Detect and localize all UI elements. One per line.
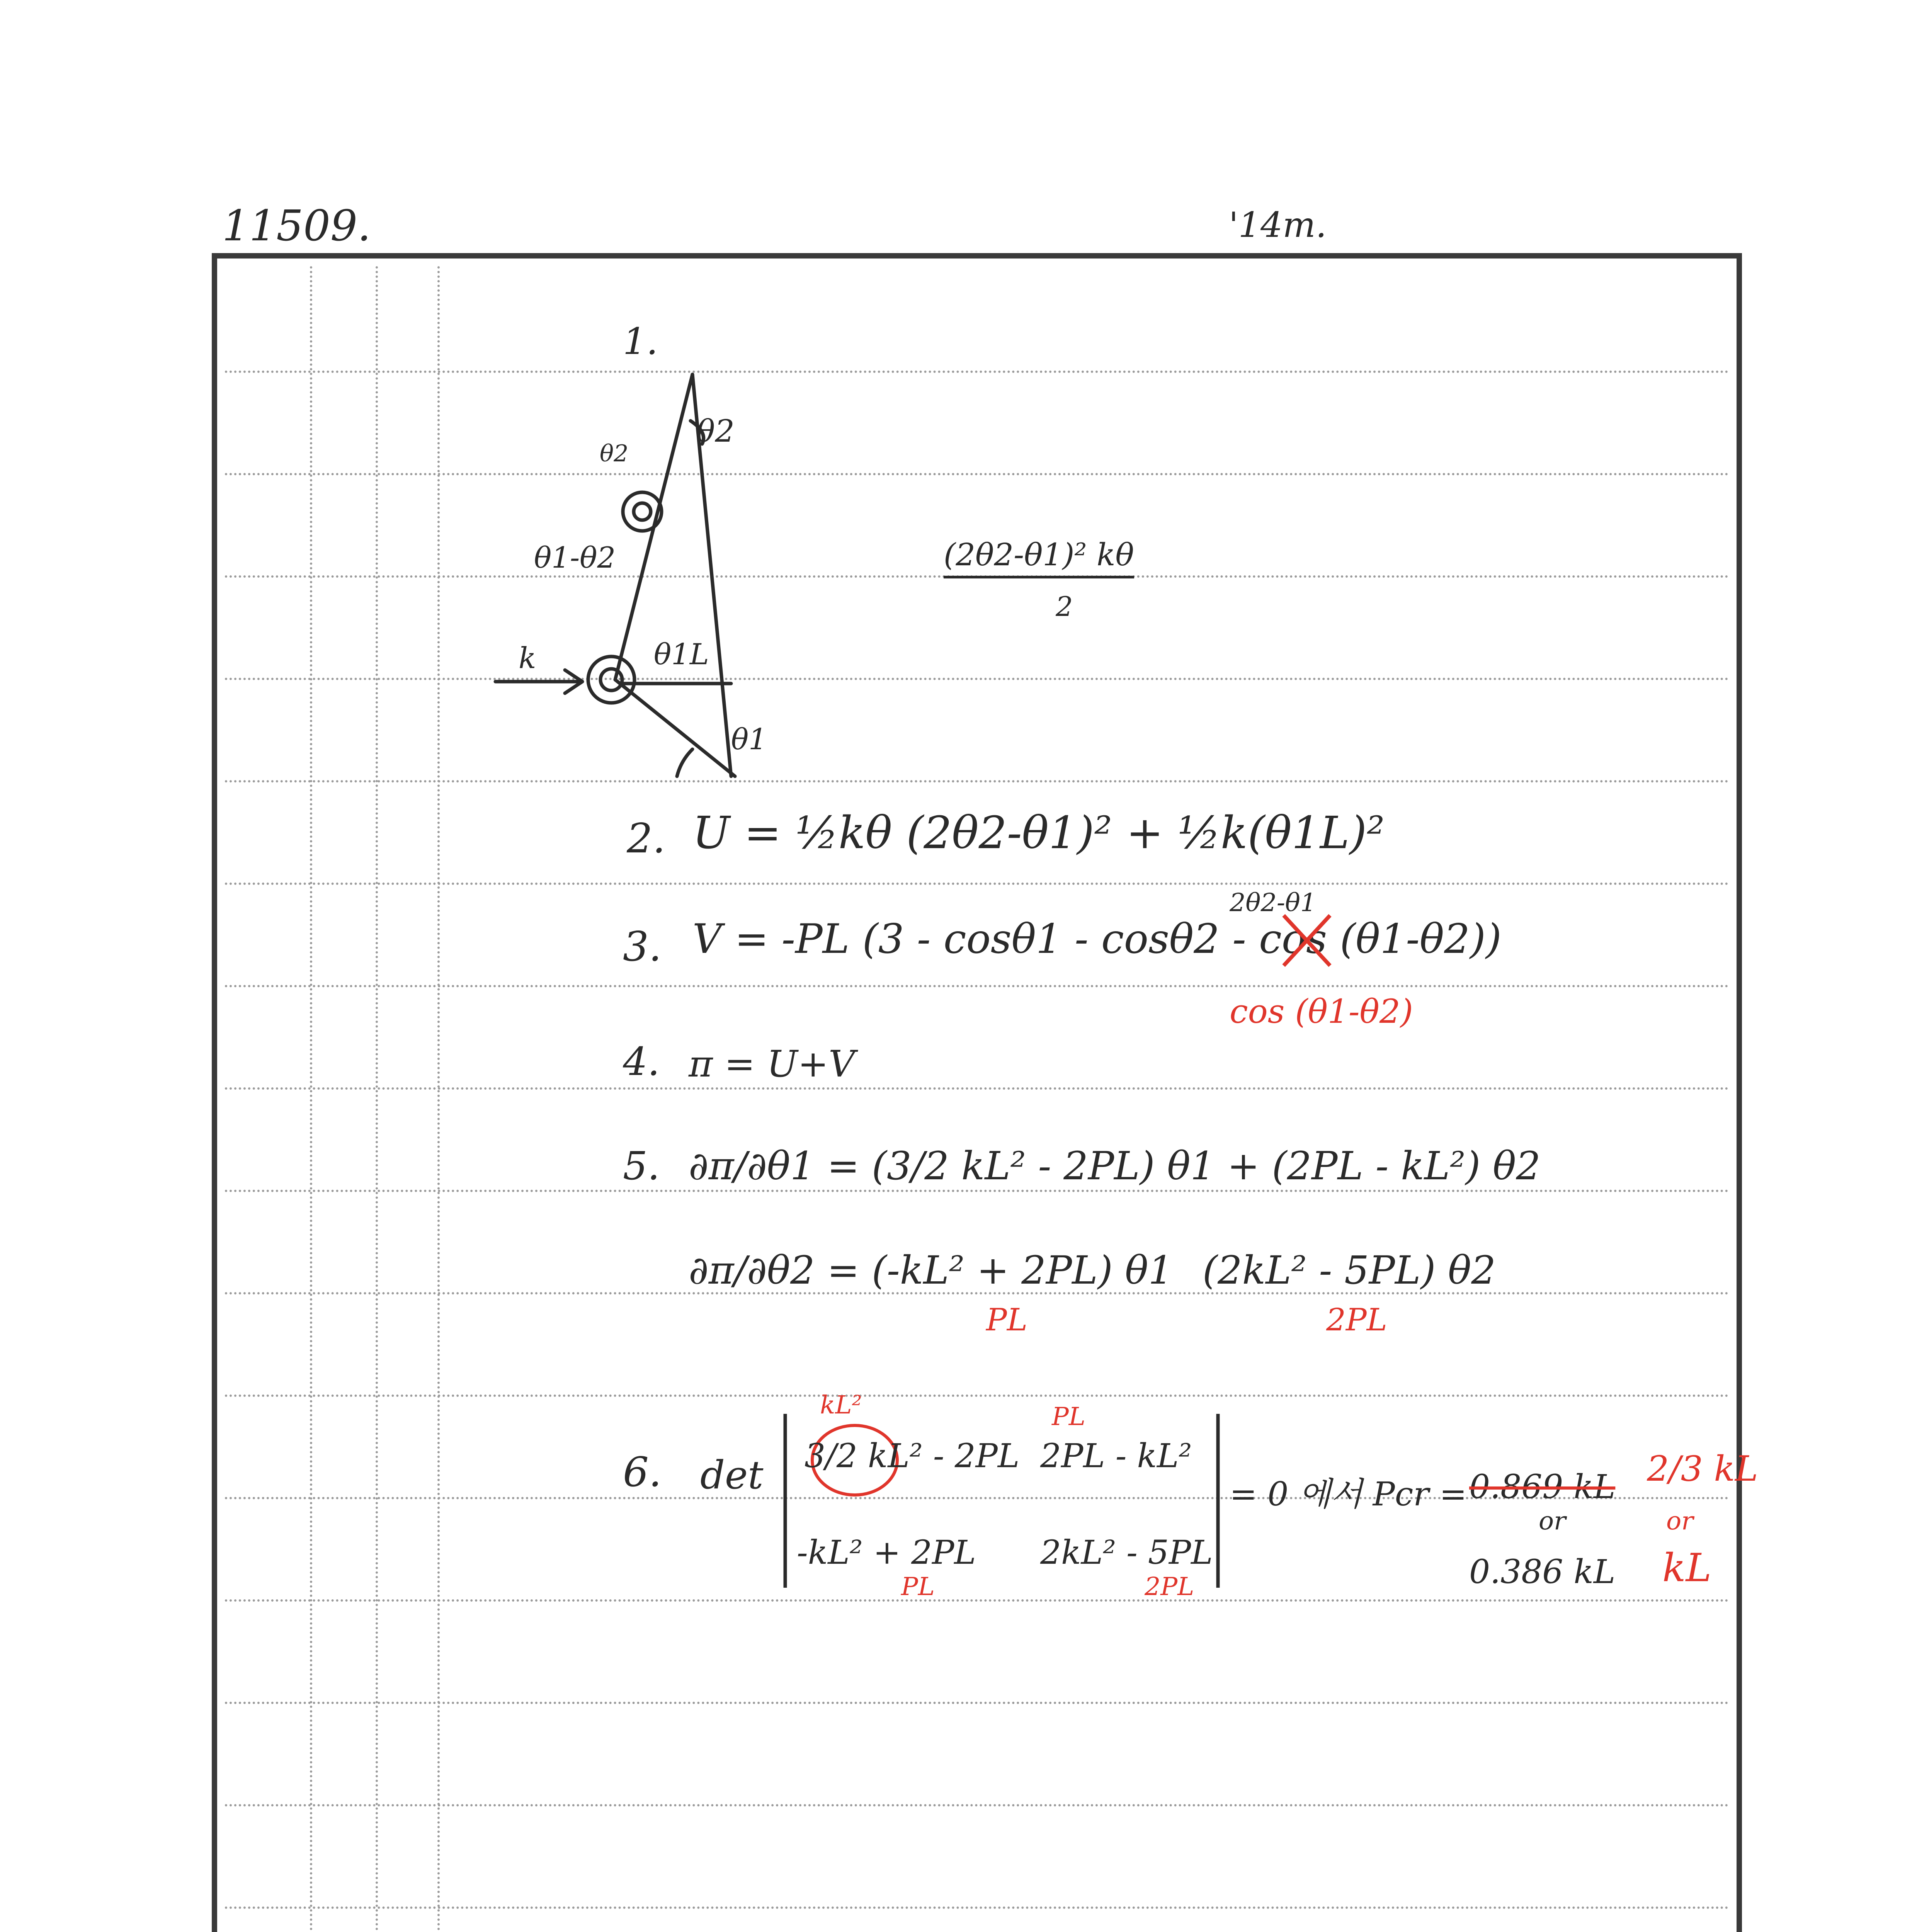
q1-top-label: θ2 xyxy=(600,440,629,467)
q5-number: 5. xyxy=(623,1143,660,1189)
q6-m21-correction: PL xyxy=(901,1572,935,1601)
q5-line2-part2: (2kL² - 5PL) θ2 xyxy=(1203,1248,1496,1293)
line-rule xyxy=(225,1906,1729,1909)
q5-line1: ∂π/∂θ1 = (3/2 kL² - 2PL) θ1 + (2PL - kL²) θ2 xyxy=(689,1143,1541,1189)
q3-correction: cos (θ1-θ2) xyxy=(1230,993,1413,1031)
q6-determinant-bars xyxy=(217,259,1747,1611)
q1-diff-label: θ1-θ2 xyxy=(534,541,616,575)
q6-m12: 2PL - kL² xyxy=(1040,1437,1192,1475)
q1-energy-numerator: (2θ2-θ1)² kθ xyxy=(944,537,1134,578)
q5-line2-part1: ∂π/∂θ2 = (-kL² + 2PL) θ1 xyxy=(689,1248,1173,1293)
line-rule xyxy=(225,1702,1729,1704)
q1-energy-denominator: 2 xyxy=(1056,591,1073,622)
answer-sheet xyxy=(212,253,1758,1932)
q1-k-label: k xyxy=(519,641,536,675)
q3-number: 3. xyxy=(623,923,662,970)
q2-expression: U = ½kθ (2θ2-θ1)² + ½k(θ1L)² xyxy=(692,807,1385,859)
q6-m21: -kL² + 2PL xyxy=(797,1534,976,1572)
q3-expression: V = -PL (3 - cosθ1 - cosθ2 - cos (θ1-θ2)) xyxy=(692,915,1502,963)
answer-sheet-id: 11509. xyxy=(222,201,371,250)
q6-value1-text: 0.869 kL xyxy=(1469,1468,1616,1506)
q5-correction-b: 2PL xyxy=(1326,1302,1387,1338)
q6-correct-or: or xyxy=(1666,1507,1694,1536)
q1-theta2-label: θ2 xyxy=(696,413,735,449)
q6-m11: 3/2 kL² - 2PL xyxy=(805,1437,1020,1475)
q6-equation: = 0 에서 Pcr = xyxy=(1230,1475,1467,1514)
q6-value1 xyxy=(1469,1468,1615,1506)
q1-number: 1. xyxy=(623,320,658,363)
q2-number: 2. xyxy=(627,815,666,862)
q6-m12-correction: PL xyxy=(1052,1402,1085,1431)
line-rule xyxy=(225,1804,1729,1806)
q6-m22-correction: 2PL xyxy=(1145,1572,1194,1601)
q5-correction-a: PL xyxy=(986,1302,1027,1338)
q6-correct-value1: 2/3 kL xyxy=(1647,1449,1758,1489)
q6-number: 6. xyxy=(623,1449,662,1496)
q6-or: or xyxy=(1539,1507,1566,1536)
q6-m22: 2kL² - 5PL xyxy=(1040,1534,1213,1572)
q1-theta1-label: θ1 xyxy=(731,722,767,756)
q3-overwrite: 2θ2-θ1 xyxy=(1230,888,1317,917)
q6-m11-correction: kL² xyxy=(820,1391,862,1420)
q4-number: 4. xyxy=(623,1039,660,1084)
q4-expression: π = U+V xyxy=(689,1043,855,1085)
header-note: '14m. xyxy=(1229,205,1327,245)
q6-value2: 0.386 kL xyxy=(1469,1553,1616,1591)
q6-correct-value2: kL xyxy=(1662,1545,1712,1590)
q6-det-label: det xyxy=(700,1452,764,1498)
q1-theta1L-label: θ1L xyxy=(654,637,709,671)
